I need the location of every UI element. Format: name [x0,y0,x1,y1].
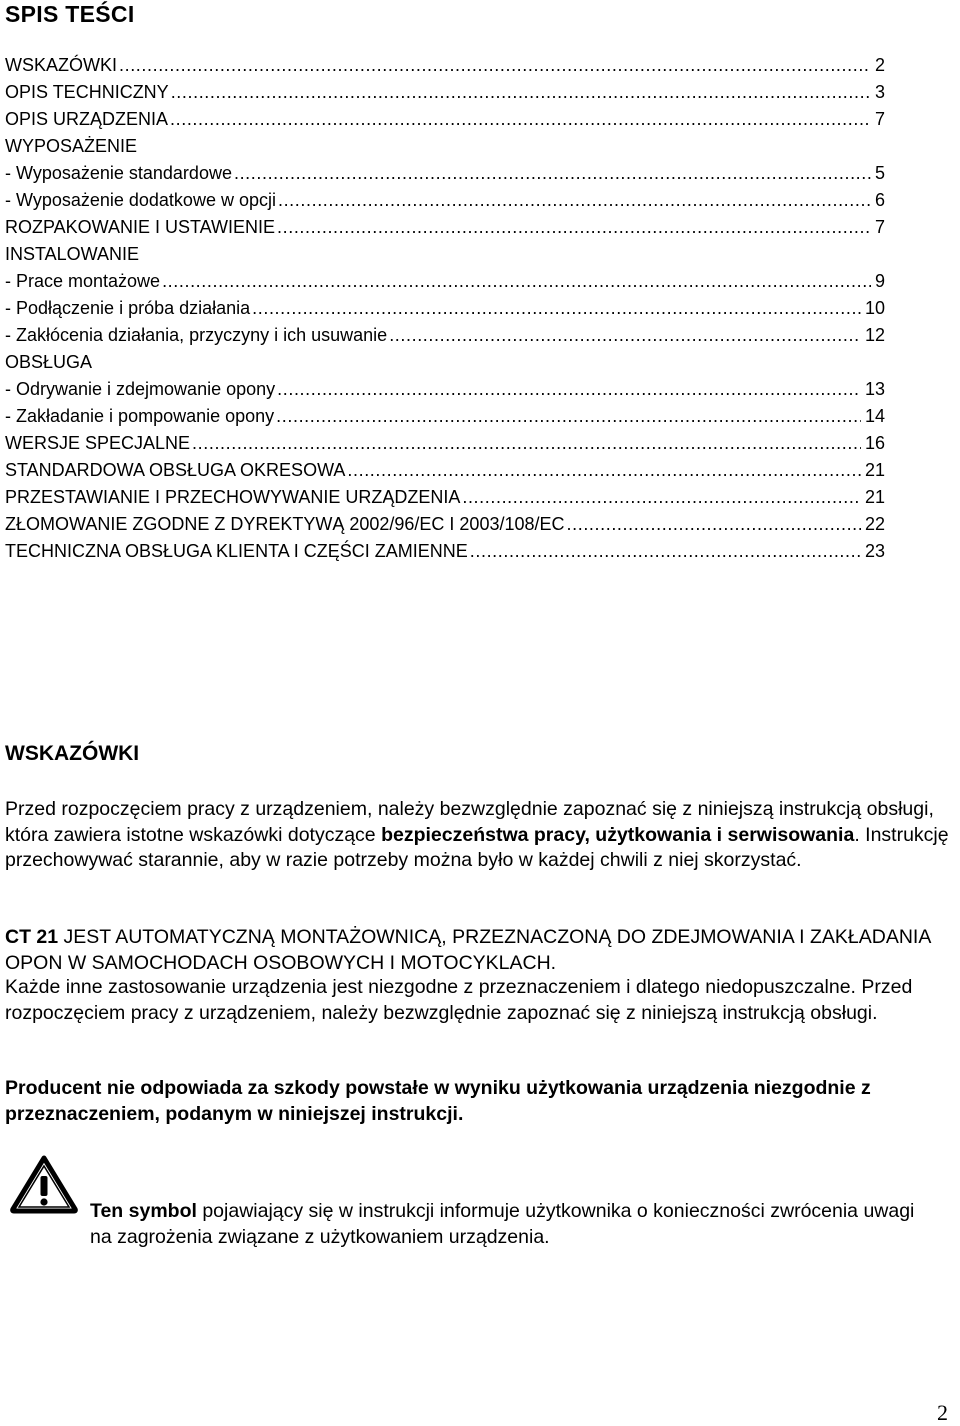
toc-dot-leader [277,379,861,400]
intro-text-c: . Instrukcję przechowywać starannie, aby w razie potrzeby można było w każdej chwili z niej skorzystać. [5,823,949,871]
toc-entry-page: 22 [864,514,885,534]
toc-entry-title: OBSŁUGA [5,352,93,372]
toc-entry [5,514,885,541]
usage-paragraph: Każde inne zastosowanie urządzenia jest niezgodne z przeznaczeniem i dlatego niedopuszczalne. Przed rozpoczęciem pracy z urządzeniem, należy bezwzględnie zapoznać się z niniejszą instrukcją obsługi. [5,976,913,1024]
page-title: SPIS TEŚCI [5,1,135,27]
toc-entry [5,460,885,487]
toc-entry-title: - Wyposażenie standardowe [5,163,232,183]
toc-entry-page: 7 [874,109,885,129]
toc-entry-title: INSTALOWANIE [5,244,140,264]
toc-entry-title: - Podłączenie i próba działania [5,298,251,318]
toc-entry-page: 14 [864,406,885,426]
toc-entry [5,541,885,568]
toc-entry-page: 16 [864,433,885,453]
intro-text-bold: bezpieczeństwa pracy, użytkowania i serwisowania [381,823,855,846]
purpose-text: JEST AUTOMATYCZNĄ MONTAŻOWNICĄ, PRZEZNACZONĄ DO ZDEJMOWANIA I ZAKŁADANIA OPON W SAMOCHODACH OSOBOWYCH I MOTOCYKLACH. [5,926,931,974]
toc-dot-leader [277,217,871,238]
liability-paragraph: Producent nie odpowiada za szkody powstałe w wyniku użytkowania urządzenia niezgodnie z przeznaczeniem, podanym w niniejszej instrukcji. [5,1077,871,1125]
toc-dot-leader [171,82,871,103]
toc-entry-page: 5 [874,163,885,183]
toc-entry-title: STANDARDOWA OBSŁUGA OKRESOWA [5,460,346,480]
toc-entry [5,487,885,514]
page-number: 2 [937,1400,948,1425]
toc-entry-title: PRZESTAWIANIE I PRZECHOWYWANIE URZĄDZENIA [5,487,461,507]
toc-entry-title: WERSJE SPECJALNE [5,433,191,453]
toc-dot-leader [162,271,871,292]
toc-entry-title: - Odrywanie i zdejmowanie opony [5,379,276,399]
model-name: CT 21 [5,926,59,948]
toc-dot-leader [470,541,861,562]
toc-entry [5,433,885,460]
toc-dot-leader [567,514,861,535]
toc-entry [5,352,885,379]
toc-entry-title: ZŁOMOWANIE ZGODNE Z DYREKTYWĄ 2002/96/EC I 2003/108/EC [5,514,565,534]
toc-entry-page: 23 [864,541,885,561]
purpose-paragraph [5,925,950,976]
section-heading: WSKAZÓWKI [5,742,140,765]
toc-entry-page: 10 [864,298,885,318]
toc-entry [5,379,885,406]
toc-entry-page: 13 [864,379,885,399]
toc-entry [5,406,885,433]
intro-paragraph [5,797,950,874]
intro-text-a: Przed rozpoczęciem pracy z urządzeniem, należy bezwzględnie zapoznać się z niniejszą instrukcją obsługi, która zawiera istotne wskazówki dotyczące [5,798,934,846]
toc-entry [5,136,885,163]
toc-entry [5,109,885,136]
toc-dot-leader [347,460,861,481]
toc-dot-leader [170,109,871,130]
toc-dot-leader [119,55,871,76]
toc-entry-title: OPIS URZĄDZENIA [5,109,169,129]
toc-entry-title: ROZPAKOWANIE I USTAWIENIE [5,217,276,237]
toc-entry [5,163,885,190]
toc-entry-page: 6 [874,190,885,210]
toc-entry [5,55,885,82]
toc-dot-leader [234,163,871,184]
toc-entry [5,271,885,298]
toc-dot-leader [278,190,871,211]
toc-entry-page: 3 [874,82,885,102]
toc-entry [5,217,885,244]
symbol-text: pojawiający się w instrukcji informuje użytkownika o konieczności zwrócenia uwagi na zagrożenia związane z użytkowaniem urządzenia. [90,1200,915,1248]
toc-entry-page: 21 [864,487,885,507]
toc-entry [5,82,885,109]
toc-entry-title: OPIS TECHNICZNY [5,82,169,102]
toc-entry-title: - Wyposażenie dodatkowe w opcji [5,190,276,210]
toc-dot-leader [192,433,861,454]
toc-entry-title: - Zakłócenia działania, przyczyny i ich usuwanie [5,325,388,345]
toc-dot-leader [462,487,861,508]
toc-entry-title: - Zakładanie i pompowanie opony [5,406,275,426]
toc-entry-title: WSKAZÓWKI [5,55,117,75]
toc-entry-page: 21 [864,460,885,480]
toc-entry-title: TECHNICZNA OBSŁUGA KLIENTA I CZĘŚCI ZAMIENNE [5,541,468,561]
toc-entry [5,190,885,217]
toc-entry [5,244,885,271]
toc-entry-title: - Prace montażowe [5,271,161,291]
toc-dot-leader [252,298,861,319]
toc-entry-page: 12 [864,325,885,345]
toc-entry [5,325,885,352]
toc-dot-leader [389,325,861,346]
warning-triangle-icon [9,1154,79,1214]
table-of-contents [5,55,885,568]
toc-entry [5,298,885,325]
symbol-label: Ten symbol [90,1200,197,1222]
toc-entry-page: 7 [874,217,885,237]
toc-entry-page: 9 [874,271,885,291]
toc-entry-page: 2 [874,55,885,75]
toc-entry-title: WYPOSAŻENIE [5,136,138,156]
toc-dot-leader [276,406,861,427]
symbol-explanation [90,1198,940,1250]
